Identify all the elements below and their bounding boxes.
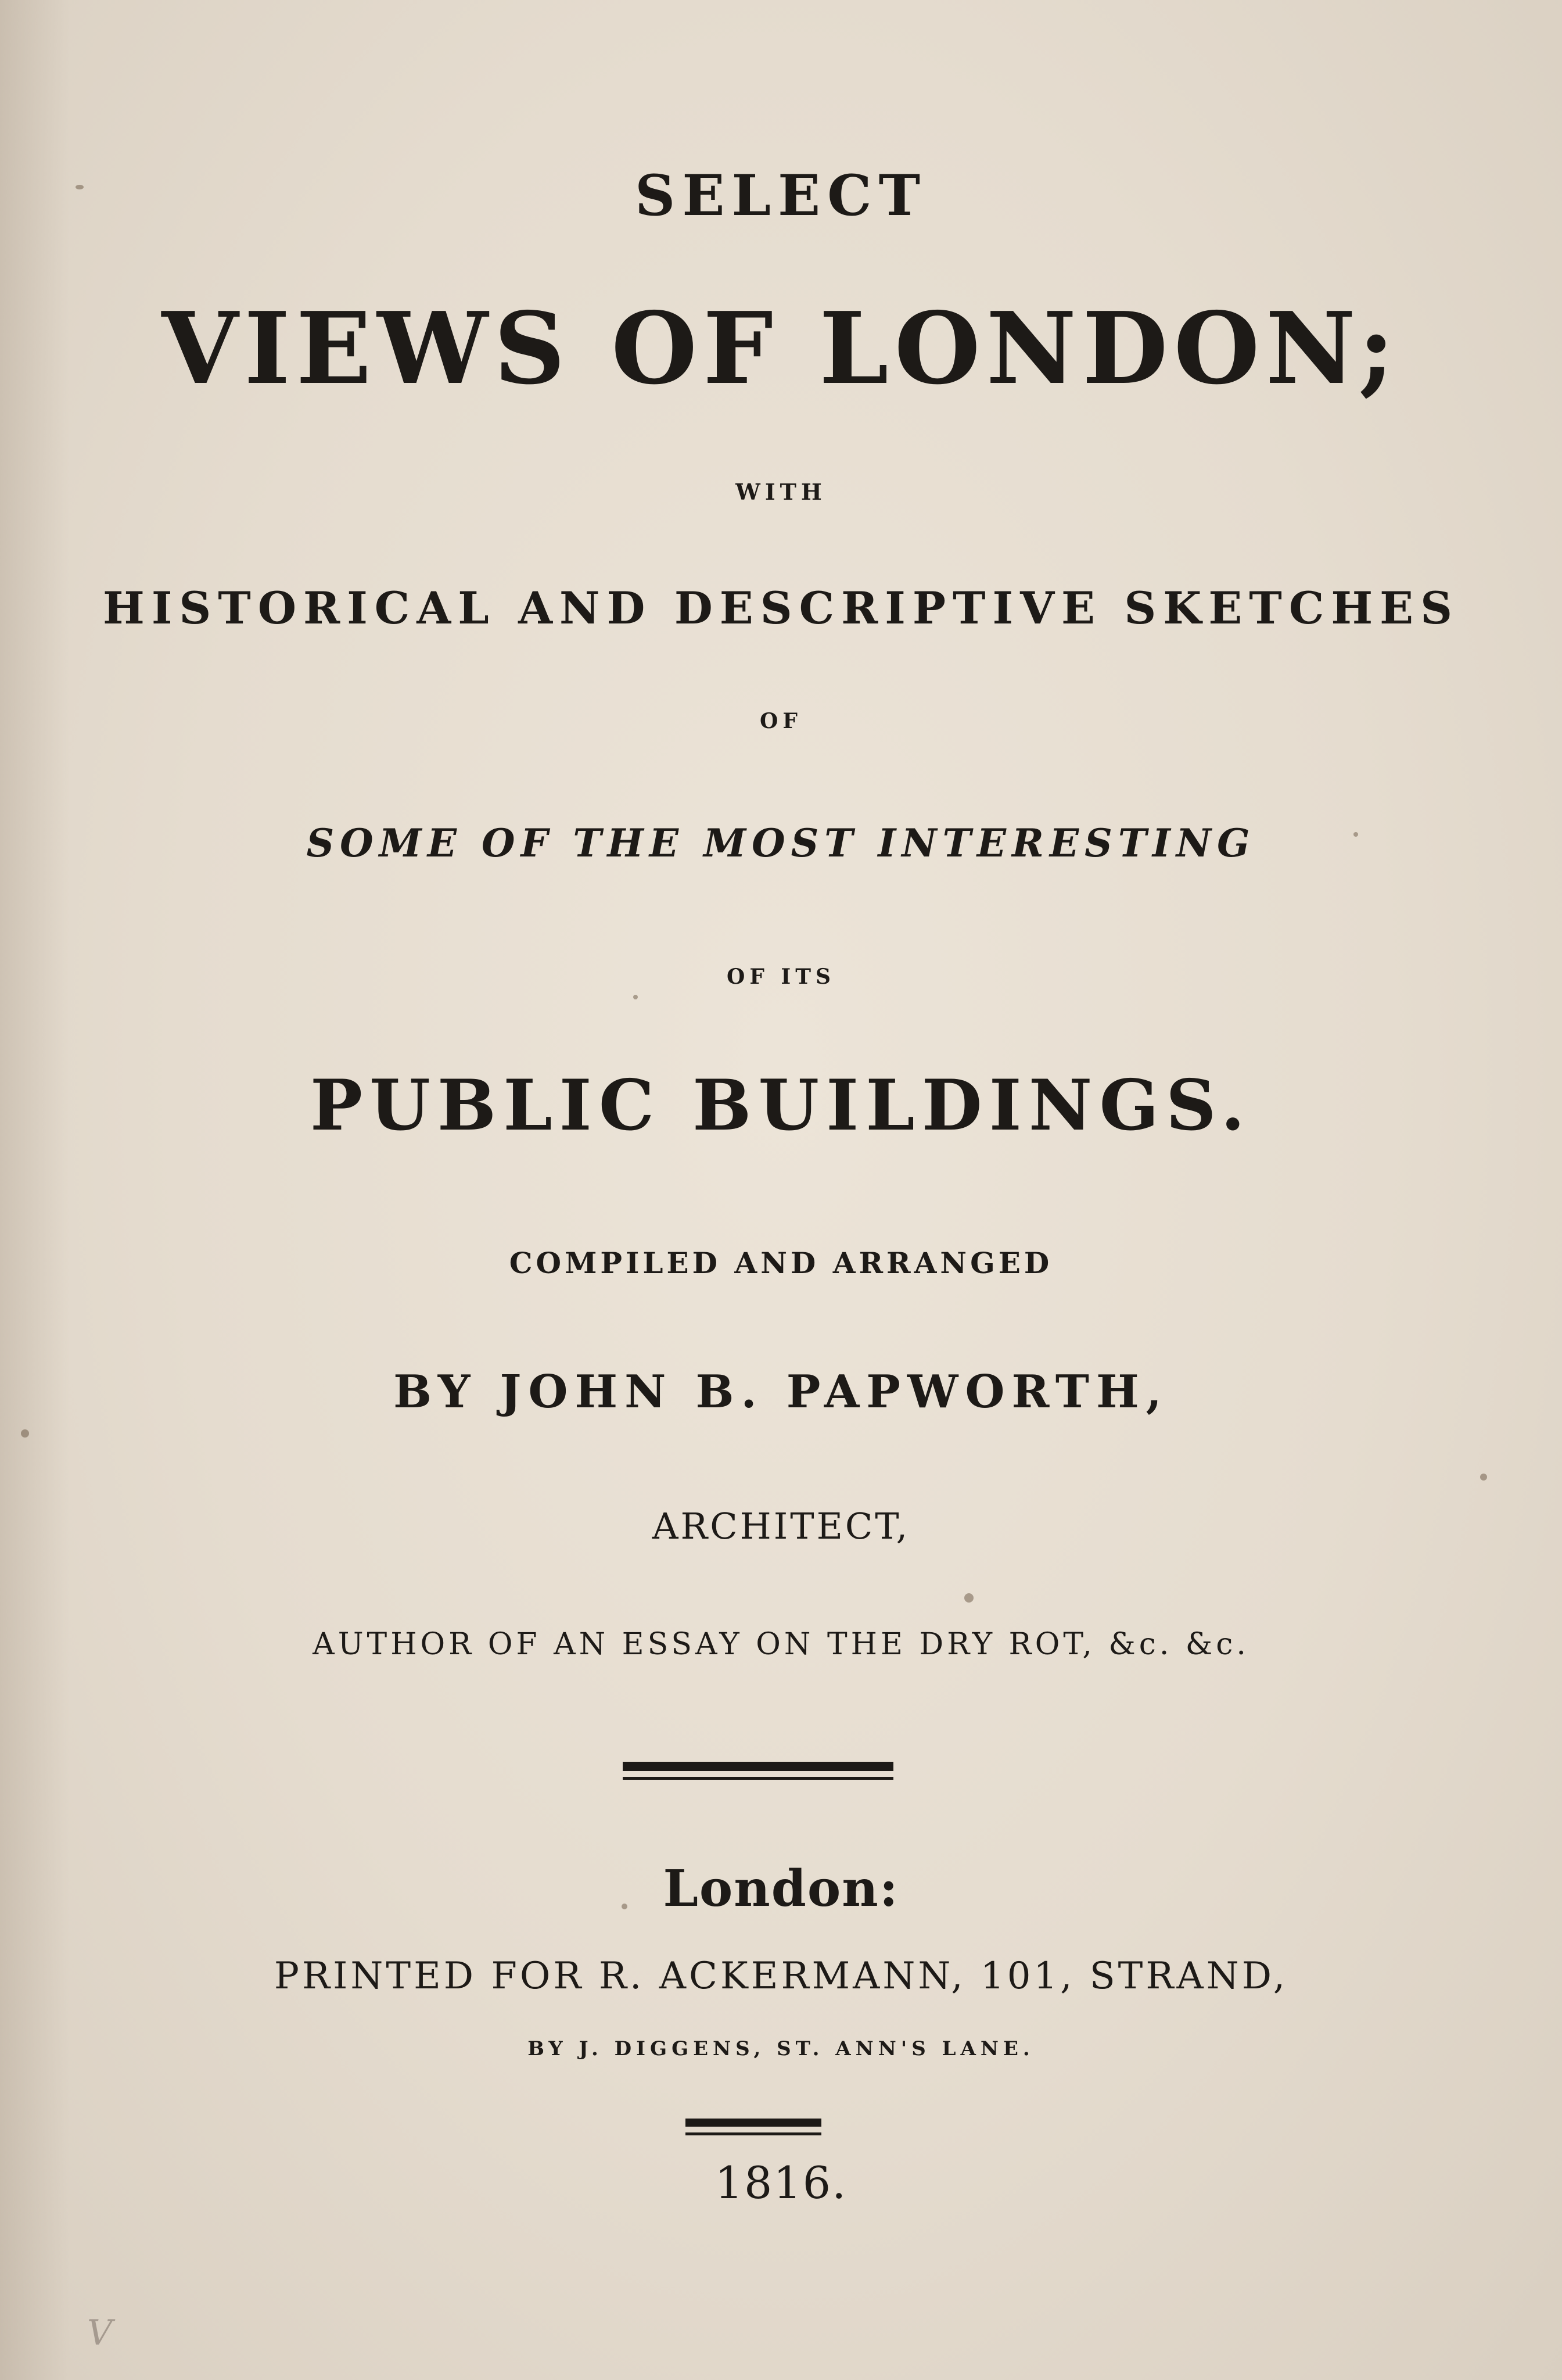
divider-rule-thin-small: [685, 2132, 821, 2135]
compiled-arranged: COMPILED AND ARRANGED: [509, 1246, 1053, 1280]
divider-rule-thin: [623, 1777, 893, 1780]
subtitle-some-most-interesting: SOME OF THE MOST INTERESTING: [306, 820, 1256, 866]
author-profession: ARCHITECT,: [652, 1505, 910, 1547]
imprint-printer: BY J. DIGGENS, ST. ANN'S LANE.: [527, 2037, 1035, 2060]
imprint-publisher: PRINTED FOR R. ACKERMANN, 101, STRAND,: [274, 1955, 1288, 1998]
title-select: SELECT: [634, 163, 927, 228]
paper-speck: [76, 185, 84, 189]
paper-speck: [622, 1904, 627, 1909]
connector-with: WITH: [735, 479, 827, 505]
paper-speck: [1353, 832, 1358, 837]
subtitle-public-buildings: PUBLIC BUILDINGS.: [310, 1064, 1252, 1146]
subtitle-historical-sketches: HISTORICAL AND DESCRIPTIVE SKETCHES: [103, 582, 1459, 634]
connector-of-its: OF ITS: [726, 965, 836, 989]
divider-rule-thick-small: [685, 2119, 821, 2127]
author-credits: AUTHOR OF AN ESSAY ON THE DRY ROT, &c. &c.: [313, 1627, 1249, 1662]
title-views-of-london: VIEWS OF LONDON;: [161, 291, 1401, 407]
publication-year: 1816.: [714, 2157, 848, 2209]
paper-speck: [633, 995, 638, 999]
paper-speck: [1480, 1474, 1487, 1481]
pencil-mark: V: [87, 2313, 113, 2353]
imprint-place: London:: [663, 1859, 899, 1918]
connector-of: OF: [760, 709, 802, 733]
paper-speck: [21, 1429, 29, 1438]
paper-speck: [964, 1593, 974, 1603]
divider-rule-thick: [623, 1762, 893, 1771]
author-name: BY JOHN B. PAPWORTH,: [393, 1365, 1169, 1418]
